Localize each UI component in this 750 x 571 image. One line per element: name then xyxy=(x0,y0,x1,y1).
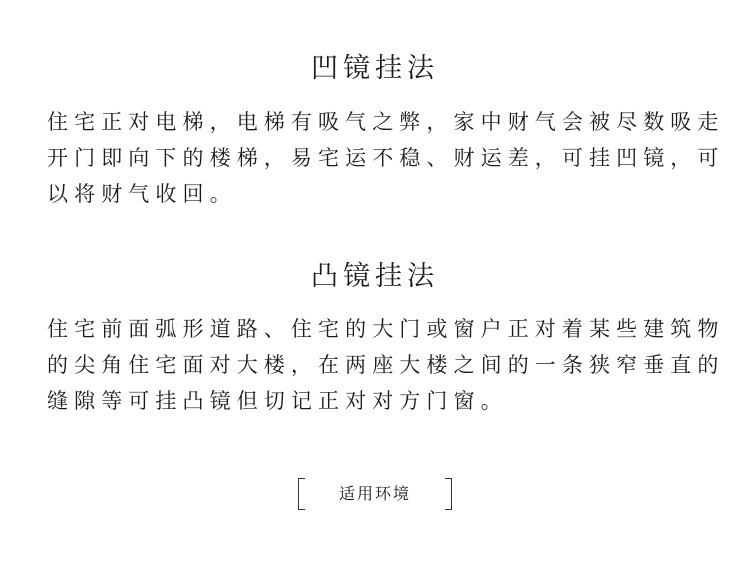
applicable-environment-tag xyxy=(298,478,452,510)
concave-mirror-description: 住宅正对电梯，电梯有吸气之弊，家中财气会被尽数吸走开门即向下的楼梯，易宅运不稳、财运差，可挂凹镜，可以将财气收回。 xyxy=(47,110,725,206)
convex-mirror-description: 住宅前面弧形道路、住宅的大门或窗户正对着某些建筑物的尖角住宅面对大楼，在两座大楼之间的一条狭窄垂直的缝隙等可挂凸镜但切记正对对方门窗。 xyxy=(47,317,725,413)
right-bracket-decoration xyxy=(445,478,452,510)
applicable-environment-label: 适用环境 xyxy=(338,484,411,503)
convex-mirror-title: 凸镜挂法 xyxy=(311,261,439,292)
concave-mirror-title: 凹镜挂法 xyxy=(311,53,439,84)
